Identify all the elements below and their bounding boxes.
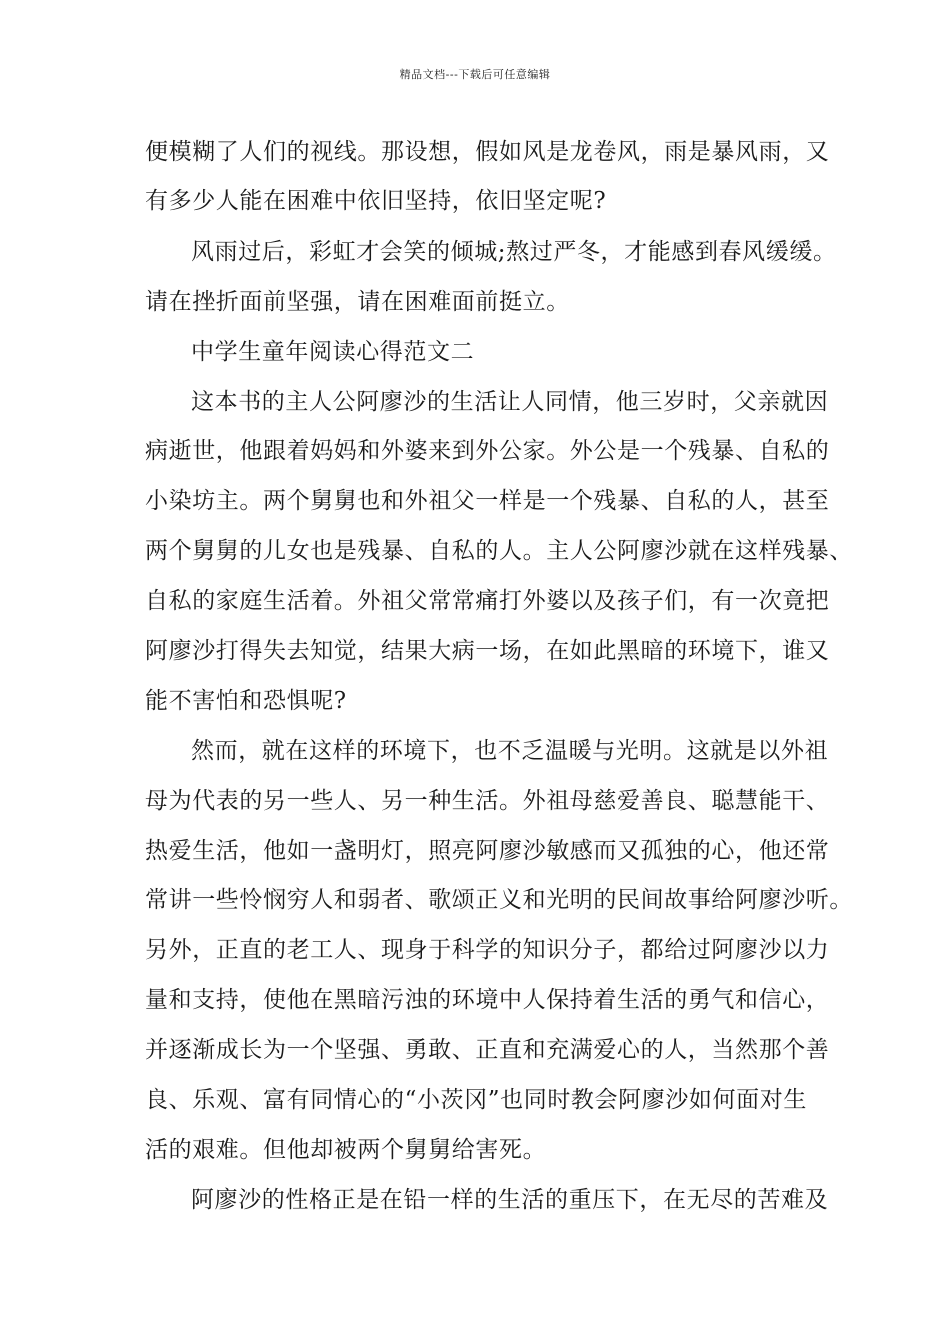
text-line: 两个舅舅的儿女也是残暴、自私的人。主人公阿廖沙就在这样残暴、 bbox=[145, 538, 853, 564]
text-line: 请在挫折面前坚强，请在困难面前挺立。 bbox=[145, 289, 570, 315]
text-line: 母为代表的另一些人、另一种生活。外祖母慈爱善良、聪慧能干、 bbox=[145, 788, 830, 814]
text-line: 良、乐观、富有同情心的“小茨冈”也同时教会阿廖沙如何面对生 bbox=[145, 1087, 807, 1113]
text-line: 阿廖沙打得失去知觉，结果大病一场，在如此黑暗的环境下，谁又 bbox=[145, 638, 830, 664]
text-line: 便模糊了人们的视线。那设想，假如风是龙卷风，雨是暴风雨，又 bbox=[145, 139, 830, 165]
text-line: 并逐渐成长为一个坚强、勇敢、正直和充满爱心的人，当然那个善 bbox=[145, 1037, 830, 1063]
text-line: 病逝世，他跟着妈妈和外婆来到外公家。外公是一个残暴、自私的 bbox=[145, 438, 830, 464]
text-line: 小染坊主。两个舅舅也和外祖父一样是一个残暴、自私的人，甚至 bbox=[145, 488, 830, 514]
text-line: 自私的家庭生活着。外祖父常常痛打外婆以及孩子们，有一次竟把 bbox=[145, 588, 830, 614]
text-line: 能不害怕和恐惧呢? bbox=[145, 688, 347, 714]
text-line: 常讲一些怜悯穷人和弱者、歌颂正义和光明的民间故事给阿廖沙听。 bbox=[145, 887, 853, 913]
text-line: 阿廖沙的性格正是在铅一样的生活的重压下，在无尽的苦难及 bbox=[191, 1187, 829, 1213]
text-line: 活的艰难。但他却被两个舅舅给害死。 bbox=[145, 1137, 547, 1163]
page-header: 精品文档---下载后可任意编辑 bbox=[399, 68, 551, 81]
section-heading: 中学生童年阅读心得范文二 bbox=[191, 339, 475, 365]
text-line: 有多少人能在困难中依旧坚持，依旧坚定呢? bbox=[145, 188, 607, 214]
text-line: 这本书的主人公阿廖沙的生活让人同情，他三岁时，父亲就因 bbox=[191, 389, 829, 415]
text-line: 然而，就在这样的环境下，也不乏温暖与光明。这就是以外祖 bbox=[191, 738, 829, 764]
text-line: 风雨过后，彩虹才会笑的倾城;熬过严冬，才能感到春风缓缓。 bbox=[191, 239, 837, 265]
text-line: 另外，正直的老工人、现身于科学的知识分子，都给过阿廖沙以力 bbox=[145, 937, 830, 963]
text-line: 热爱生活，他如一盏明灯，照亮阿廖沙敏感而又孤独的心，他还常 bbox=[145, 838, 830, 864]
text-line: 量和支持，使他在黑暗污浊的环境中人保持着生活的勇气和信心， bbox=[145, 987, 830, 1013]
